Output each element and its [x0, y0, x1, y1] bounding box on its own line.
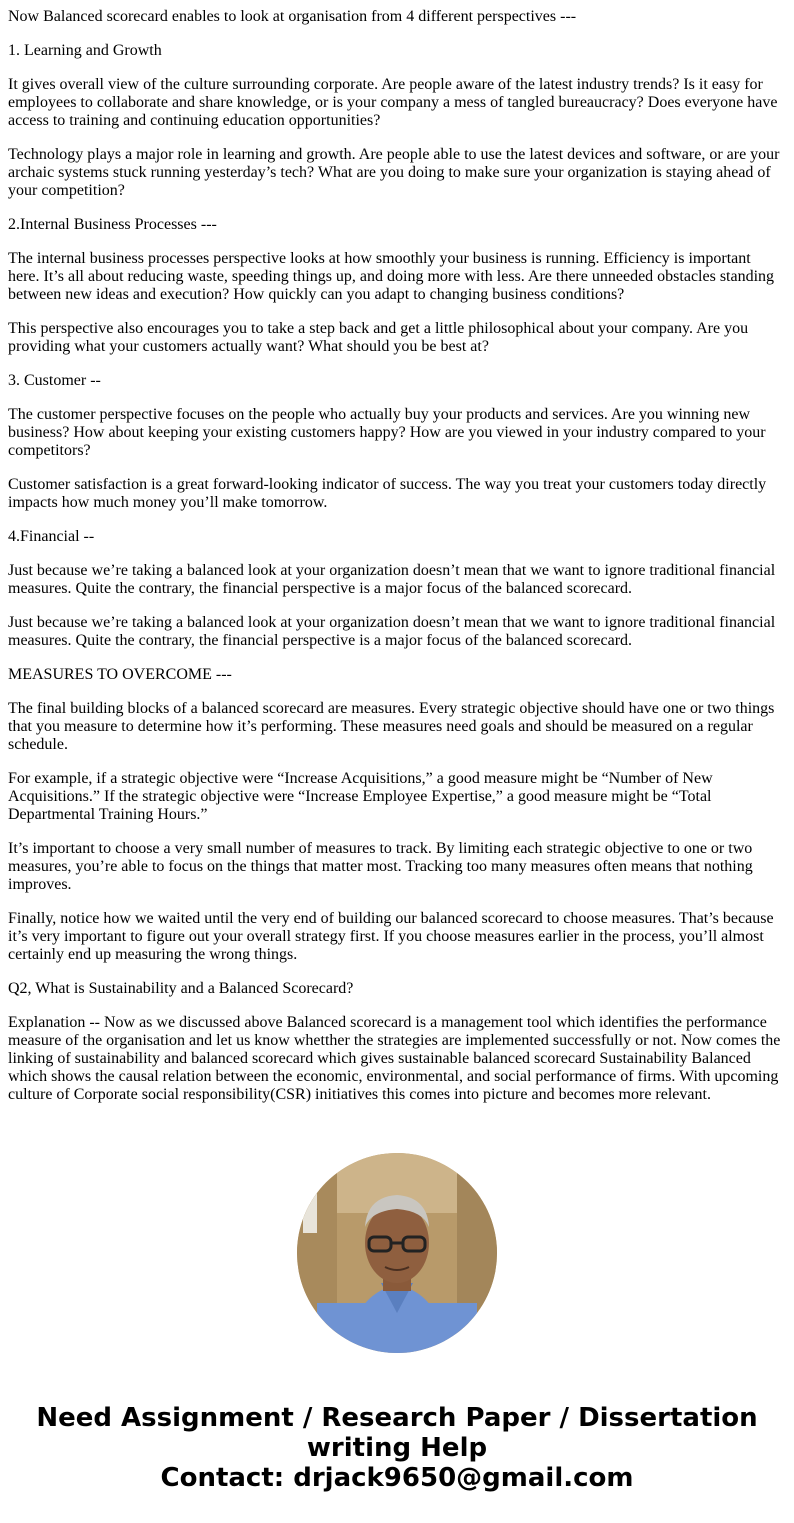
contact-banner — [0, 1403, 794, 1493]
paragraph: For example, if a strategic objective were “Increase Acquisitions,” a good measure might be “Number of New Acquisitions.” If the strategic objective were “Increase Employee Expertise,” a good measure might be “Total Departmental Training Hours.” — [8, 770, 713, 823]
intro-paragraph: Now Balanced scorecard enables to look at organisation from 4 different perspectives --- — [8, 8, 577, 25]
heading-learning-growth: 1. Learning and Growth — [8, 42, 162, 59]
banner-line-1: Need Assignment / Research Paper / Dissertation — [36, 1403, 758, 1433]
heading-financial: 4.Financial -- — [8, 528, 95, 545]
paragraph: The internal business processes perspective looks at how smoothly your business is running. Efficiency is important here. It’s all about reducing waste, speeding things up, and doing more with less. Are there unneeded obstacles standing between new ideas and execution? How quickly can you adapt to changing business conditions? — [8, 250, 775, 303]
author-photo — [297, 1153, 497, 1353]
explanation-paragraph: Explanation -- Now as we discussed above Balanced scorecard is a management tool which identifies the performance measure of the organisation and let us know whetther the strategies are implemented successfully or not. Now comes the linking of sustainability and balanced scorecard which gives sustainable balanced scorecard Sustainability Balanced which shows the causal relation between the economic, environmental, and social performance of firms. With upcoming culture of Corporate social responsibility(CSR) initiatives this comes into picture and becomes more relevant. — [8, 1014, 781, 1103]
paragraph: The customer perspective focuses on the people who actually buy your products and services. Are you winning new business? How about keeping your existing customers happy? How are you viewed in your industry compared to your competitors? — [8, 406, 766, 459]
paragraph: This perspective also encourages you to take a step back and get a little philosophical about your company. Are you providing what your customers actually want? What should you be best at? — [8, 320, 749, 355]
paragraph: It gives overall view of the culture surrounding corporate. Are people aware of the latest industry trends? Is it easy for employees to collaborate and share knowledge, or is your company a mess of tangled bureaucracy? Does everyone have access to training and continuing education opportunities? — [8, 76, 778, 129]
author-avatar — [297, 1153, 497, 1353]
paragraph: Technology plays a major role in learning and growth. Are people able to use the latest devices and software, or are your archaic systems stuck running yesterday’s tech? What are you doing to make sure your organization is staying ahead of your competition? — [8, 146, 780, 199]
paragraph: It’s important to choose a very small number of measures to track. By limiting each strategic objective to one or two measures, you’re able to focus on the things that matter most. Tracking too many measures often means that nothing improves. — [8, 840, 753, 893]
paragraph: Customer satisfaction is a great forward-looking indicator of success. The way you treat your customers today directly impacts how much money you’ll make tomorrow. — [8, 476, 767, 511]
contact-email: Contact: drjack9650@gmail.com — [160, 1463, 634, 1493]
banner-line-2: writing Help — [306, 1433, 488, 1463]
heading-customer: 3. Customer -- — [8, 372, 101, 389]
heading-internal-processes: 2.Internal Business Processes --- — [8, 216, 217, 233]
paragraph: The final building blocks of a balanced scorecard are measures. Every strategic objective should have one or two things that you measure to determine how it’s performing. These measures need goals and should be measured on a regular schedule. — [8, 700, 775, 753]
paragraph: Just because we’re taking a balanced look at your organization doesn’t mean that we want to ignore traditional financial measures. Quite the contrary, the financial perspective is a major focus of the balanced scorecard. — [8, 562, 776, 597]
heading-measures: MEASURES TO OVERCOME --- — [8, 666, 232, 683]
paragraph: Finally, notice how we waited until the very end of building our balanced scorecard to choose measures. That’s because it’s very important to figure out your overall strategy first. If you choose measures earlier in the process, you’ll almost certainly end up measuring the wrong things. — [8, 910, 774, 963]
question-heading: Q2, What is Sustainability and a Balanced Scorecard? — [8, 980, 354, 997]
paragraph: Just because we’re taking a balanced look at your organization doesn’t mean that we want to ignore traditional financial measures. Quite the contrary, the financial perspective is a major focus of the balanced scorecard. — [8, 614, 776, 649]
